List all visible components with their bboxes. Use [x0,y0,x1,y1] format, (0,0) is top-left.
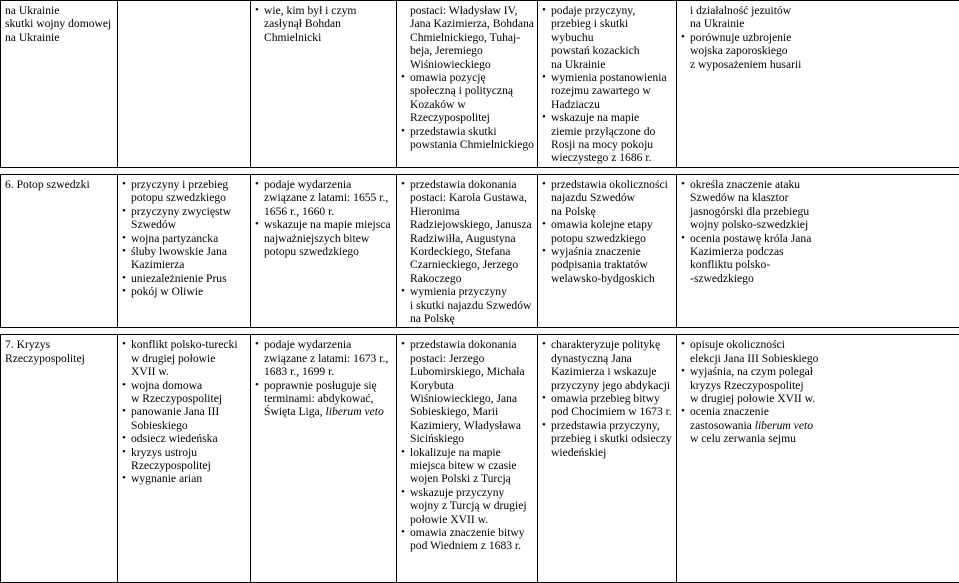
requirement-list [255,178,393,258]
list-item-continuation: wojen Polski z Turcją [401,472,534,485]
requirements-advanced-cell [538,174,677,327]
requirement-list [401,4,534,151]
list-item-continuation: pod Wiedniem z 1683 r. [401,539,534,552]
list-item-continuation: Korybuta [401,379,534,392]
list-item: • omawia przebieg bitwy [542,392,673,405]
requirements-extended-cell [397,335,538,583]
topic-line: 6. Potop szwedzki [5,178,114,191]
list-item: • wskazuje na mapie miejsca [255,218,393,231]
list-item-continuation: Wiśniowieckiego [401,58,534,71]
list-item-continuation: i działalność jezuitów [681,4,956,17]
list-item-continuation: w drugiej połowie [122,352,247,365]
list-item-continuation: elekcji Jana III Sobieskiego [681,352,956,365]
list-item-continuation: Rzeczypospolitej [122,459,247,472]
list-item-continuation: Kazimierza i wskazuje [542,365,673,378]
list-item: • lokalizuje na mapie [401,446,534,459]
italic-term: liberum veto [755,419,813,432]
list-item: • ocenia postawę króla Jana [681,232,956,245]
list-item-continuation: w Rzeczypospolitej [122,392,247,405]
list-item-continuation: ziemie przyłączone do [542,125,673,138]
list-item: • omawia kolejne etapy [542,218,673,231]
list-item-continuation: beja, Jeremiego [401,44,534,57]
list-item: • przedstawia dokonania [401,338,534,351]
topic-cell [1,335,118,583]
list-item-continuation: Sicińskiego [401,432,534,445]
list-item-continuation: Kazimierza [122,258,247,271]
list-item: • odsiecz wiedeńska [122,432,247,445]
requirement-list [401,178,534,325]
requirement-list [122,338,247,485]
list-item-continuation: przyczyny jego abdykacji [542,379,673,392]
list-item-continuation: Kazimiery, Władysława [401,419,534,432]
list-item: • wie, kim był i czym [255,4,393,17]
list-item-continuation: welawsko-bydgoskich [542,272,673,285]
list-item: • panowanie Jana III [122,405,247,418]
requirement-list [681,4,956,71]
list-item-continuation: XVII w. [122,365,247,378]
requirements-excellent-cell [677,1,959,168]
content-cell [118,335,251,583]
list-item-continuation: potopu szwedzkiego [122,191,247,204]
list-item: • pokój w Oliwie [122,285,247,298]
requirements-advanced-cell [538,1,677,168]
table-row [1,1,959,168]
list-item-continuation: Święta Liga, liberum veto [255,405,393,418]
list-item: • przedstawia przyczyny, [542,419,673,432]
list-item: • wskazuje na mapie [542,111,673,124]
list-item-continuation: powstań kozackich [542,44,673,57]
list-item-continuation: wojny z Turcją w drugiej [401,499,534,512]
list-item: • wyjaśnia znaczenie [542,245,673,258]
list-item-continuation: Czarnieckiego, Jerzego [401,258,534,271]
list-item-continuation: Kozaków w [401,98,534,111]
list-item-continuation: zasłynął Bohdan Chmielnicki [255,17,393,44]
topic-line: na Ukrainie [5,31,114,44]
topic-line: Rzeczypospolitej [5,352,114,365]
list-item-continuation: na Polskę [542,205,673,218]
list-item-continuation: jasnogórski dla przebiegu [681,205,956,218]
list-item-continuation: w celu zerwania sejmu [681,432,956,445]
list-item-continuation: rozejmu zawartego w [542,84,673,97]
list-item-continuation: Sobieskiego [122,419,247,432]
list-item: • wymienia postanowienia [542,71,673,84]
requirements-basic-cell [251,1,397,168]
list-item-continuation: przebieg i skutki odsieczy [542,432,673,445]
list-item-continuation: podpisania traktatów [542,258,673,271]
list-item: • porównuje uzbrojenie [681,31,956,44]
list-item: • podaje wydarzenia [255,338,393,351]
list-item-continuation: potopu szwedzkiego [255,245,393,258]
list-item: • konflikt polsko-turecki [122,338,247,351]
list-item: • przyczyny i przebieg [122,178,247,191]
topic-line: na Ukrainie [5,4,114,17]
list-item-continuation: przebieg i skutki wybuchu [542,17,673,44]
list-item: • charakteryzuje politykę [542,338,673,351]
content-cell [118,1,251,168]
list-item-continuation: -szwedzkiego [681,272,956,285]
list-item: • wygnanie arian [122,472,247,485]
list-item: • określa znaczenie ataku [681,178,956,191]
list-item-continuation: Rakoczego [401,272,534,285]
list-item: • omawia pozycję [401,71,534,84]
list-item-continuation: związane z latami: 1655 r., [255,191,393,204]
list-item-continuation: Kazimierza podczas [681,245,956,258]
list-item: • wskazuje przyczyny [401,486,534,499]
list-item-continuation: potopu szwedzkiego [542,232,673,245]
list-item: • przedstawia okoliczności [542,178,673,191]
requirements-extended-cell [397,1,538,168]
list-item-continuation: Hieronima [401,205,534,218]
list-item-continuation: miejsca bitew w czasie [401,459,534,472]
requirement-list [542,338,673,459]
list-item-continuation: Szwedów na klasztor [681,191,956,204]
list-item: • kryzys ustroju [122,446,247,459]
list-item-continuation: najważniejszych bitew [255,232,393,245]
list-item: • przedstawia skutki [401,125,534,138]
requirement-list [255,338,393,418]
list-item-continuation: postaci: Władysław IV, [401,4,534,17]
list-item: • wymienia przyczyny [401,285,534,298]
list-item-continuation: zastosowania liberum veto [681,419,956,432]
list-item-continuation: najazdu Szwedów [542,191,673,204]
list-item-continuation: Hadziaczu [542,98,673,111]
list-item: • śluby lwowskie Jana [122,245,247,258]
list-item-continuation: wojny polsko-szwedzkiej [681,218,956,231]
list-item-continuation: Lubomirskiego, Michała [401,365,534,378]
list-item-continuation: Szwedów [122,218,247,231]
list-item-continuation: postaci: Karola Gustawa, [401,191,534,204]
requirements-excellent-cell [677,335,959,583]
requirement-list [542,178,673,285]
requirements-advanced-cell [538,335,677,583]
content-cell [118,174,251,327]
list-item: • podaje przyczyny, [542,4,673,17]
list-item-continuation: w drugiej połowie XVII w. [681,392,956,405]
requirement-list [681,178,956,285]
requirement-list [255,4,393,44]
list-item-continuation: Sobieskiego, Marii [401,405,534,418]
topic-cell [1,1,118,168]
list-item: • omawia znaczenie bitwy [401,526,534,539]
list-item: • opisuje okoliczności [681,338,956,351]
requirements-excellent-cell [677,174,959,327]
requirements-basic-cell [251,335,397,583]
requirements-extended-cell [397,174,538,327]
list-item-continuation: z wyposażeniem husarii [681,58,956,71]
list-item-continuation: na Polskę [401,312,534,325]
topic-line: skutki wojny domowej [5,17,114,30]
list-item-continuation: Radziejowskiego, Janusza [401,218,534,231]
table-row [1,335,959,583]
list-item: • ocenia znaczenie [681,405,956,418]
requirement-list [122,178,247,299]
list-item-continuation: na Ukrainie [681,17,956,30]
table-row [1,174,959,327]
topic-line: 7. Kryzys [5,338,114,351]
list-item: • poprawnie posługuje się [255,379,393,392]
list-item-continuation: wieczystego z 1686 r. [542,151,673,164]
requirement-list [401,338,534,553]
list-item-continuation: Jana Kazimierza, Bohdana [401,17,534,30]
list-item-continuation: związane z latami: 1673 r., [255,352,393,365]
list-item-continuation: 1656 r., 1660 r. [255,205,393,218]
list-item-continuation: wojska zaporoskiego [681,44,956,57]
list-item-continuation: dynastyczną Jana [542,352,673,365]
list-item-continuation: kryzys Rzeczypospolitej [681,379,956,392]
list-item: • wojna partyzancka [122,232,247,245]
list-item-continuation: na Ukrainie [542,58,673,71]
list-item-continuation: postaci: Jerzego [401,352,534,365]
list-item: • przyczyny zwycięstw [122,205,247,218]
list-item-continuation: Rzeczypospolitej [401,111,534,124]
list-item-continuation: Wiśniowieckiego, Jana [401,392,534,405]
list-item-continuation: wiedeńskiej [542,446,673,459]
list-item: • uniezależnienie Prus [122,272,247,285]
list-item-continuation: Chmielnickiego, Tuhaj- [401,31,534,44]
list-item: • podaje wydarzenia [255,178,393,191]
list-item-continuation: Radziwiłła, Augustyna [401,232,534,245]
list-item-continuation: terminami: abdykować, [255,392,393,405]
list-item-continuation: połowie XVII w. [401,513,534,526]
italic-term: liberum veto [326,405,384,418]
list-item-continuation: i skutki najazdu Szwedów [401,299,534,312]
requirements-basic-cell [251,174,397,327]
list-item-continuation: pod Chocimiem w 1673 r. [542,405,673,418]
list-item-continuation: Kordeckiego, Stefana [401,245,534,258]
list-item-continuation: Rosji na mocy pokoju [542,138,673,151]
requirement-list [681,338,956,445]
requirement-list [542,4,673,165]
list-item: • wojna domowa [122,379,247,392]
list-item: • wyjaśnia, na czym polegał [681,365,956,378]
list-item-continuation: konfliktu polsko- [681,258,956,271]
list-item-continuation: społeczną i polityczną [401,84,534,97]
list-item: • przedstawia dokonania [401,178,534,191]
list-item-continuation: 1683 r., 1699 r. [255,365,393,378]
list-item-continuation: powstania Chmielnickiego [401,138,534,151]
topic-cell [1,174,118,327]
